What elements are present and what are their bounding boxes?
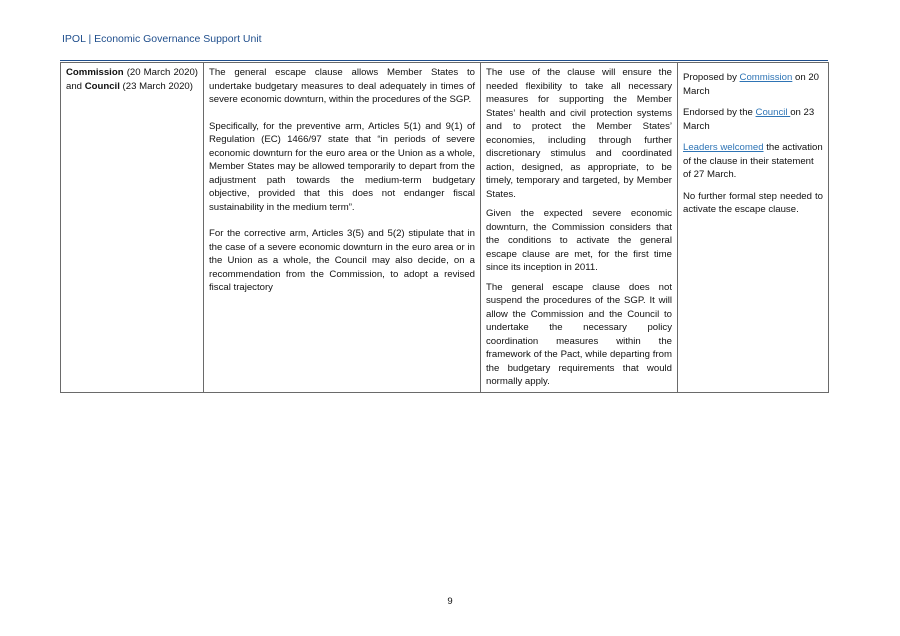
rationale-paragraph-2: Given the expected severe economic downturn, the Commission considers that the conditions to activate the general escape clause are met, for the first time since its inception in 2011. — [486, 208, 672, 273]
council-label: Council — [84, 80, 120, 92]
cell-procedure-status — [678, 63, 829, 393]
commission-link[interactable]: Commission — [739, 72, 793, 83]
header-rule — [60, 60, 828, 61]
cell-actors-dates — [61, 63, 204, 393]
actors-dates-text — [66, 66, 198, 93]
rationale-paragraph-1: The use of the clause will ensure the needed flexibility to take all necessary measures for supporting the Member States’ health and civil protection systems and to protect the Member States’ economies, including through further discretionary stimulus and coordinated action, designed, as appropriate, to be timely, temporary and targeted, by Member States. — [486, 67, 672, 200]
escape-clause-table — [60, 62, 829, 393]
leaders-welcomed-text: Leaders welcomed the activation of the clause in their statement of 27 March. — [683, 142, 823, 180]
proposed-by-text: Proposed by Commission on 20 March — [683, 72, 820, 97]
commission-label: Commission — [66, 67, 124, 78]
legal-basis-paragraph-3: For the corrective arm, Articles 3(5) and 5(2) stipulate that in the case of a severe economic downturn in the euro area or in the Union as a whole, the Council may also decide, on a recommendation from the Commission, to adopt a revised fiscal trajectory — [209, 228, 475, 293]
legal-basis-paragraph-2: Specifically, for the preventive arm, Articles 5(1) and 9(1) of Regulation (EC) 1466/97 state that “in periods of severe economic downturn for the euro area or the Union as a whole, Member States may be allowed temporarily to depart from the adjustment path towards the medium-term budgetary objective, provided that this does not endanger fiscal sustainability in the medium term”. — [209, 120, 475, 213]
cell-legal-basis — [204, 63, 481, 393]
table-row — [61, 63, 829, 393]
running-header: IPOL | Economic Governance Support Unit — [62, 33, 262, 45]
endorsed-by-text: Endorsed by the Council on 23 March — [683, 107, 815, 132]
no-further-step-text: No further formal step needed to activate the escape clause. — [683, 190, 823, 215]
rationale-paragraph-3: The general escape clause does not suspend the procedures of the SGP. It will allow the Commission and the Council to undertake the necessary policy coordination measures within the framework of the Pact, while departing from the budgetary requirements that would normally apply. — [486, 281, 672, 387]
council-link[interactable]: Council — [755, 107, 791, 118]
legal-basis-paragraph-1: The general escape clause allows Member States to undertake budgetary measures to deal adequately in times of severe economic downturn, within the procedures of the SGP. — [209, 67, 475, 105]
cell-rationale — [481, 63, 678, 393]
commission-date: (20 March 2020) and — [66, 67, 198, 92]
leaders-welcomed-link[interactable]: Leaders welcomed — [683, 142, 764, 153]
page-number: 9 — [447, 596, 453, 607]
council-date: (23 March 2020) — [119, 80, 193, 92]
